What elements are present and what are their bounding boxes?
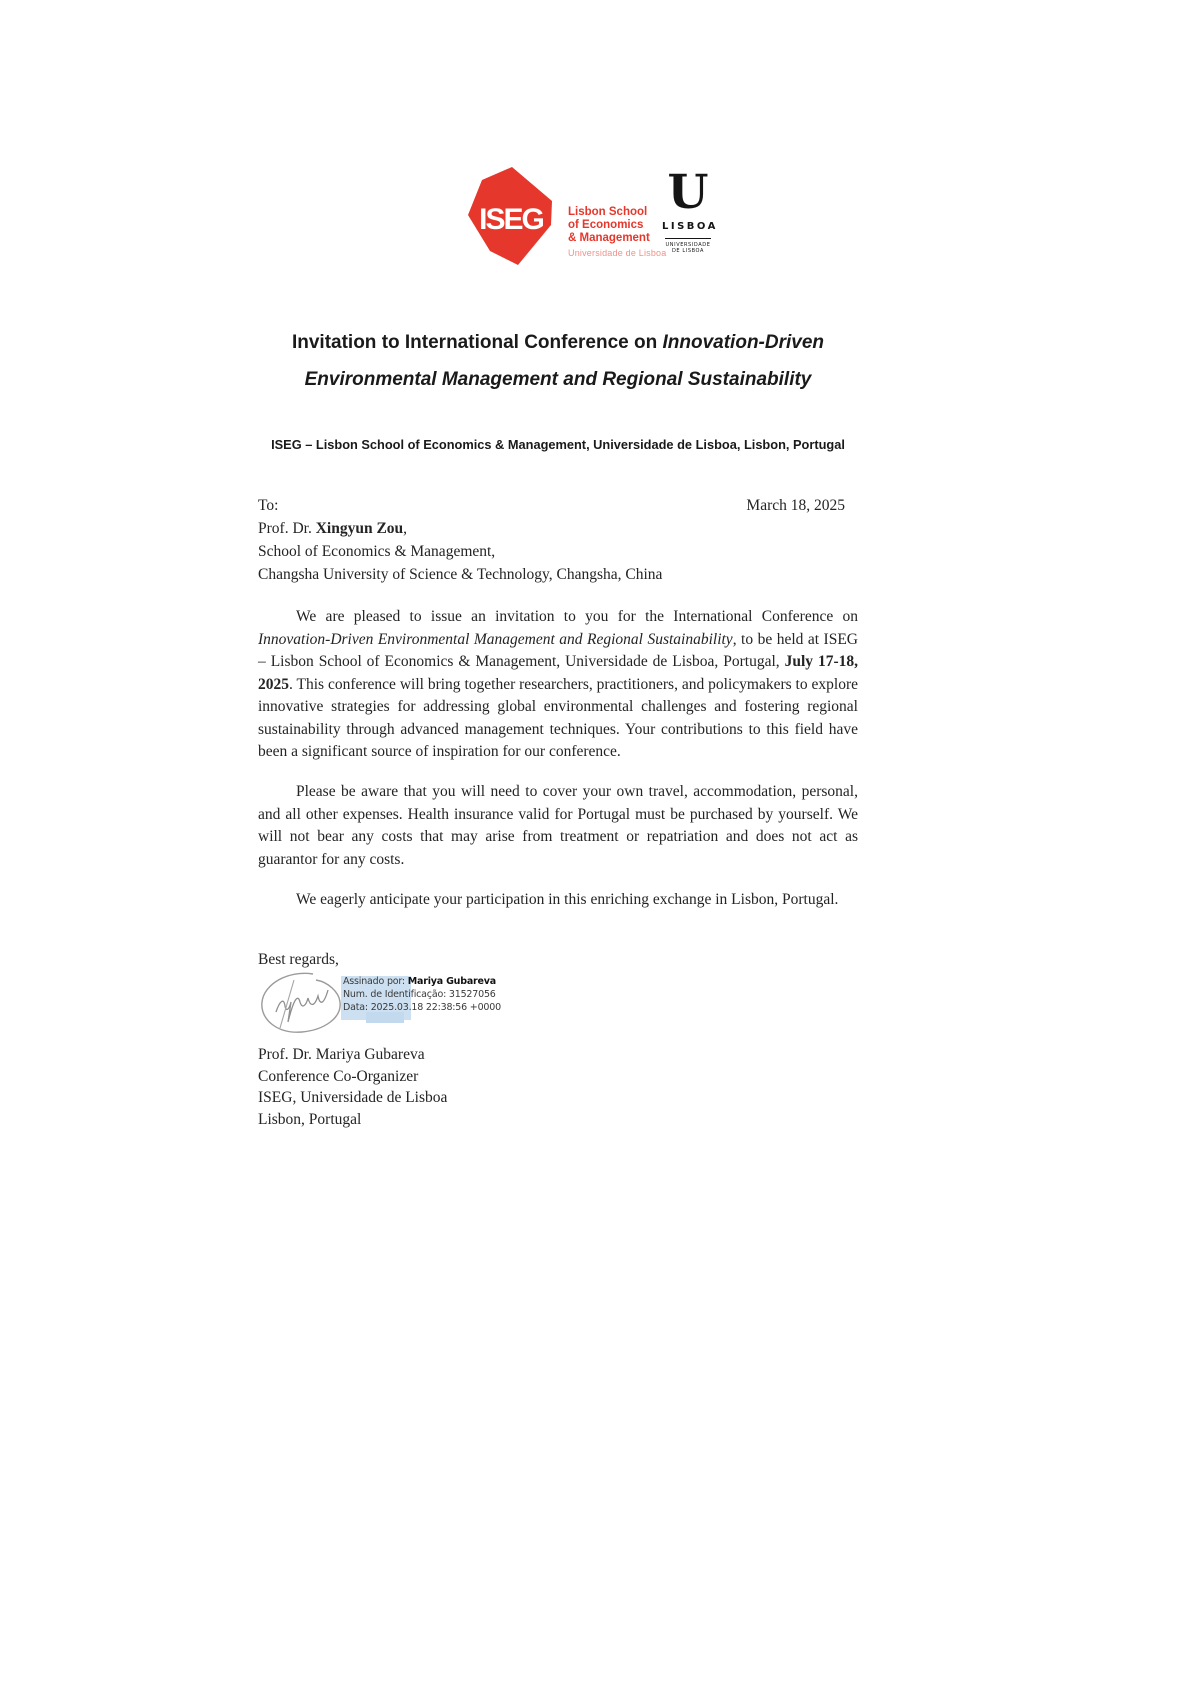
letter-title (258, 324, 858, 398)
body-paragraph-2: Please be aware that you will need to cover your own travel, accommodation, personal, and all other expenses. Health insurance valid for Portugal must be purchased by yourself. We will not bear any costs that may arise from treatment or repatriation and does not act as guarantor for any costs. (258, 783, 858, 868)
recipient-name-suffix: , (403, 520, 408, 537)
p1-conference-name: Innovation-Driven Environmental Management and Regional Sustainability (258, 630, 733, 648)
letter-title-line1 (258, 324, 858, 361)
recipient-university: Changsha University of Science & Technology, Changsha, China (258, 566, 663, 583)
stamp-text (343, 975, 501, 1014)
recipient-name-line (258, 517, 858, 540)
recipient-row (258, 494, 858, 517)
ulisboa-u-icon: U (667, 165, 709, 220)
stamp-line-signed (343, 975, 501, 988)
iseg-wordmark-line: Lisbon School (568, 206, 648, 218)
title-text: Invitation to International Conference on (291, 332, 663, 353)
iseg-mark-text: ISEG (479, 203, 543, 236)
ulisboa-sub-line: UNIVERSIDADE (665, 242, 711, 248)
letter-title-line2: Environmental Management and Regional Sustainability (304, 369, 812, 390)
ulisboa-name: LISBOA (662, 221, 718, 232)
recipient-block (258, 494, 858, 586)
to-label: To: (258, 497, 279, 514)
recipient-school: School of Economics & Management, (258, 543, 496, 560)
title-conference-name: Innovation-Driven (662, 332, 825, 353)
body-paragraph-3: We eagerly anticipate your participation in this enriching exchange in Lisbon, Portugal. (296, 891, 839, 908)
recipient-title: Prof. Dr. (258, 520, 316, 537)
stamp-line-id: Num. de Identificação: 31527056 (343, 989, 496, 1000)
body-paragraph-1 (258, 606, 858, 764)
iseg-wordmark-subtitle: Universidade de Lisboa (568, 248, 667, 258)
stamp-line-date: Data: 2025.03.18 22:38:56 +0000 (343, 1002, 501, 1013)
ulisboa-divider (665, 238, 711, 239)
digital-signature-stamp (258, 968, 578, 1040)
p1-text: . This conference will bring together researchers, practitioners, and policymakers to explore innovative strategies for addressing global environmental challenges and fostering regional sustainability through advanced management techniques. Your contributions to this field have been a significant source of inspiration for our conference. (258, 675, 858, 760)
letter-date: March 18, 2025 (746, 497, 845, 514)
p1-text: , to be held at ISEG – Lisbon School of Economics & Management, Universidade de Lisboa, Portugal, (258, 630, 858, 670)
ulisboa-sub-line: DE LISBOA (671, 248, 705, 254)
ulisboa-logo (662, 165, 718, 254)
closing-line: Best regards, (258, 951, 339, 968)
signoff-location: Lisbon, Portugal (258, 1110, 362, 1128)
stamp-signed-label: Assinado por: (343, 976, 408, 987)
signoff-name: Prof. Dr. Mariya Gubareva (258, 1046, 425, 1063)
stamp-signed-name: Mariya Gubareva (407, 976, 496, 987)
signoff-role: Conference Co-Organizer (258, 1067, 419, 1085)
iseg-wordmark (568, 206, 666, 258)
signoff-block (258, 1044, 447, 1130)
iseg-wordmark-line: of Economics (568, 219, 644, 231)
venue-subtitle: ISEG – Lisbon School of Economics & Management, Universidade de Lisboa, Lisbon, Portugal (271, 437, 845, 452)
iseg-logo-icon (468, 167, 552, 265)
p1-dates: July 17-18, 2025 (258, 653, 858, 693)
recipient-name: Xingyun Zou (315, 520, 404, 537)
signoff-institution: ISEG, Universidade de Lisboa (258, 1089, 448, 1106)
p1-text: We are pleased to issue an invitation to you for the International Conference on (296, 608, 858, 625)
iseg-wordmark-line: & Management (568, 232, 650, 244)
